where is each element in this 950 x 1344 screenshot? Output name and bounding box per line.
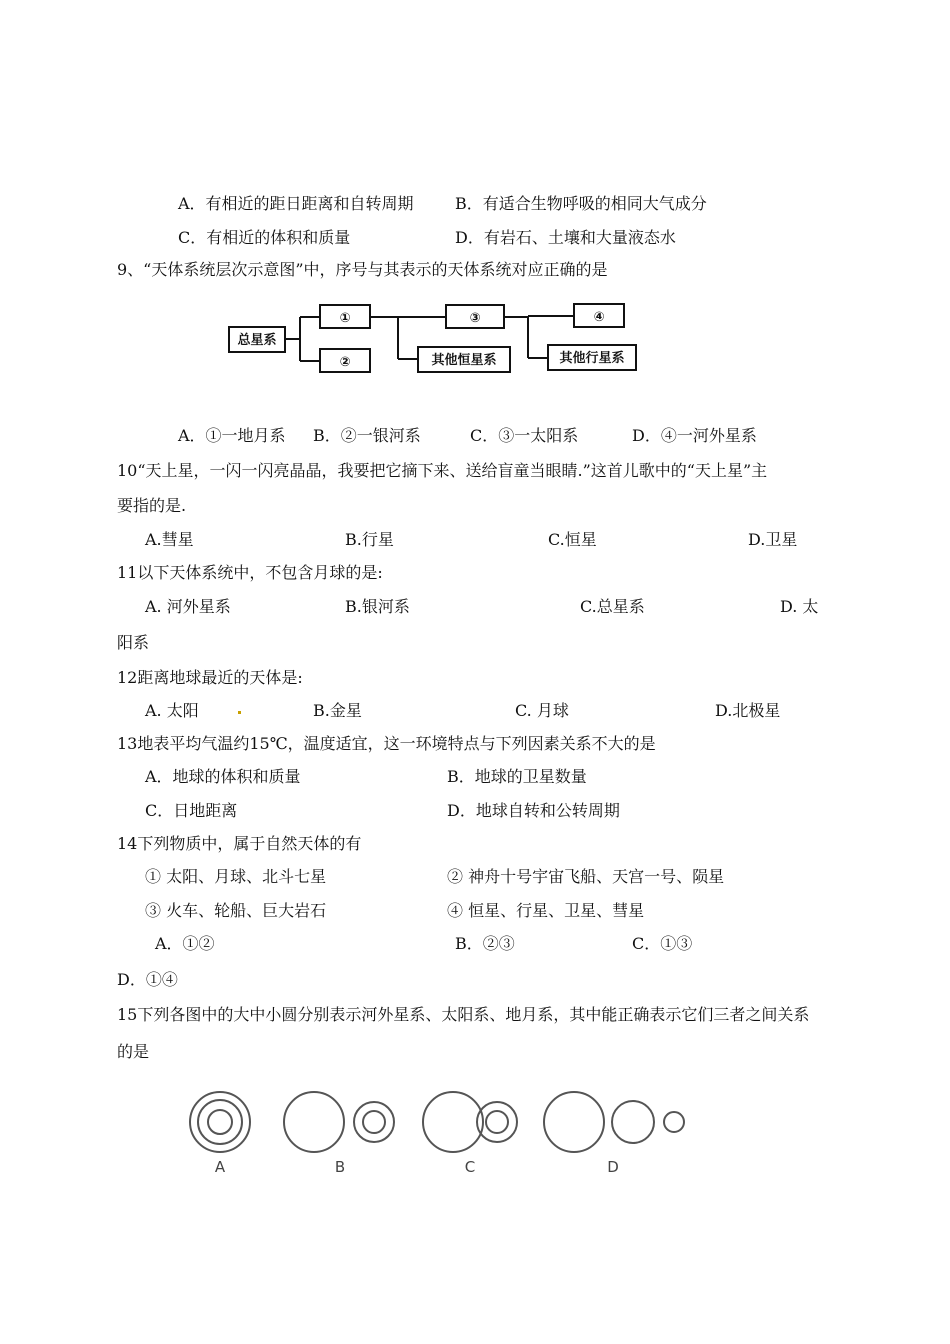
q10-option-a: A.彗星	[145, 530, 194, 549]
q11-option-d: D. 太	[780, 597, 819, 616]
q13-option-b: B．地球的卫星数量	[447, 767, 587, 786]
figure-c-large-circle	[423, 1092, 483, 1152]
q8-option-d: D．有岩石、土壤和大量液态水	[455, 228, 676, 247]
q10-option-c: C.恒星	[548, 530, 597, 549]
q12-option-d: D.北极星	[715, 701, 781, 720]
q14-option-b: B．②③	[455, 934, 515, 953]
q9-option-b: B．②一银河系	[313, 426, 421, 445]
q11-option-b: B.银河系	[345, 597, 410, 616]
figure-b-medium-circle	[354, 1102, 394, 1142]
diagram-other-star-systems: 其他恒星系	[431, 353, 497, 368]
figure-label-d: D	[607, 1158, 619, 1176]
q11-option-a: A. 河外星系	[145, 597, 231, 616]
q14-option-d: D．①④	[117, 970, 178, 989]
figure-b-large-circle	[284, 1092, 344, 1152]
q10-stem-line1: 10“天上星，一闪一闪亮晶晶，我要把它摘下来、送给盲童当眼睛.”这首儿歌中的“天上星”主	[117, 461, 768, 480]
q9-stem: 9、“天体系统层次示意图”中，序号与其表示的天体系统对应正确的是	[117, 260, 608, 279]
q11-option-d-continued: 阳系	[117, 633, 150, 652]
q14-option-a: A．①②	[155, 934, 215, 953]
figure-a-small-circle	[208, 1110, 232, 1134]
diagram-node-2: ②	[339, 355, 351, 370]
q14-option-c: C．①③	[632, 934, 693, 953]
q13-option-a: A．地球的体积和质量	[145, 767, 301, 786]
stray-mark	[238, 711, 241, 714]
celestial-hierarchy-diagram	[0, 0, 950, 400]
q11-stem: 11以下天体系统中，不包含月球的是:	[117, 563, 383, 582]
q10-option-d: D.卫星	[748, 530, 798, 549]
diagram-node-3: ③	[469, 311, 481, 326]
q15-stem-line2: 的是	[117, 1042, 150, 1061]
figure-label-b: B	[334, 1158, 346, 1176]
figure-d-large-circle	[544, 1092, 604, 1152]
q9-option-a: A．①一地月系	[178, 426, 286, 445]
figure-d-small-circle	[664, 1112, 684, 1132]
q13-option-c: C．日地距离	[145, 801, 238, 820]
q12-option-a: A. 太阳	[145, 701, 199, 720]
figure-label-c: C	[464, 1158, 476, 1176]
q12-stem: 12距离地球最近的天体是:	[117, 668, 303, 687]
q14-item-1: ① 太阳、月球、北斗七星	[145, 867, 327, 886]
figure-d-medium-circle	[612, 1101, 654, 1143]
circles-figure	[0, 1080, 950, 1190]
diagram-root-label: 总星系	[237, 333, 277, 348]
q8-option-b: B．有适合生物呼吸的相同大气成分	[455, 194, 707, 213]
q12-option-b: B.金星	[313, 701, 362, 720]
q15-stem-line1: 15下列各图中的大中小圆分别表示河外星系、太阳系、地月系，其中能正确表示它们三者之间关系	[117, 1005, 810, 1024]
figure-b-small-circle	[363, 1111, 385, 1133]
q14-item-4: ④ 恒星、行星、卫星、彗星	[447, 901, 645, 920]
q13-stem: 13地表平均气温约15℃，温度适宜，这一环境特点与下列因素关系不大的是	[117, 734, 656, 753]
q14-item-3: ③ 火车、轮船、巨大岩石	[145, 901, 327, 920]
figure-a-medium-circle	[198, 1100, 242, 1144]
q9-option-c: C．③一太阳系	[470, 426, 579, 445]
q12-option-c: C. 月球	[515, 701, 569, 720]
figure-label-a: A	[214, 1158, 226, 1176]
q8-option-c: C．有相近的体积和质量	[178, 228, 351, 247]
q13-option-d: D．地球自转和公转周期	[447, 801, 620, 820]
q9-option-d: D．④一河外星系	[632, 426, 757, 445]
q14-item-2: ② 神舟十号宇宙飞船、天宫一号、陨星	[447, 867, 725, 886]
diagram-node-1: ①	[339, 311, 351, 326]
q10-option-b: B.行星	[345, 530, 394, 549]
diagram-node-4: ④	[593, 310, 605, 325]
figure-c-small-circle	[486, 1111, 508, 1133]
q8-option-a: A．有相近的距日距离和自转周期	[178, 194, 414, 213]
q11-option-c: C.总星系	[580, 597, 645, 616]
diagram-other-planet-systems: 其他行星系	[559, 351, 625, 366]
q10-stem-line2: 要指的是.	[117, 496, 187, 515]
q14-stem: 14下列物质中，属于自然天体的有	[117, 834, 362, 853]
